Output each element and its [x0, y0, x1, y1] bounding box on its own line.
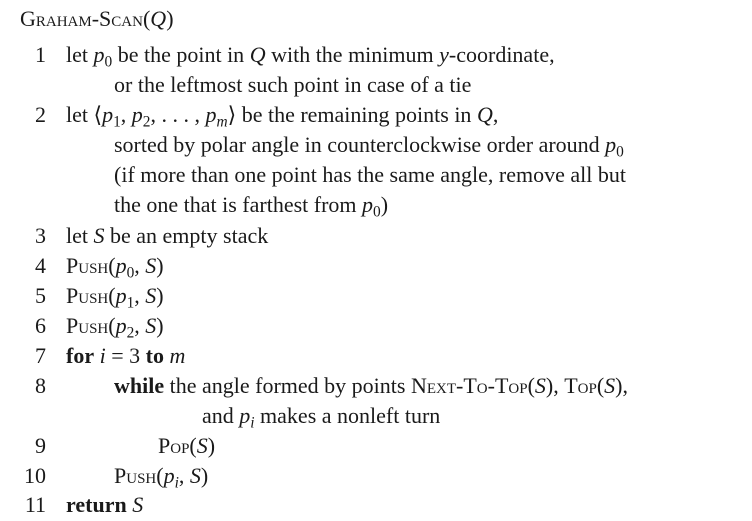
code-line-4 — [0, 251, 752, 281]
line-text: or the leftmost such point in case of a tie — [114, 72, 472, 97]
procedure-name: Graham-Scan — [20, 6, 143, 31]
line-text: $Push(p_1$, S) — [66, 283, 164, 312]
code-line-2 — [0, 100, 752, 130]
line-text: let $p_0$ be the point in Q with the minimum y-coordinate, — [66, 42, 555, 71]
line-number: 10 — [24, 463, 46, 488]
line-number: 5 — [35, 283, 46, 308]
line-number: 6 — [35, 313, 46, 338]
code-line-8-cont — [0, 401, 752, 431]
line-text: while the angle formed by points Next-To-Top(S), Top(S), — [114, 373, 628, 398]
line-number: 1 — [35, 42, 46, 67]
code-line-2-cont-a — [0, 130, 752, 160]
line-number: 9 — [35, 433, 46, 458]
line-number: 7 — [35, 343, 46, 368]
line-number: 3 — [35, 223, 46, 248]
line-text: sorted by polar angle in counterclockwise order around $p_0$ — [114, 132, 624, 161]
code-line-6 — [0, 311, 752, 341]
line-text: let $⟨p_1$, $p_2$, . . . , $p_m⟩$ be the remaining points in Q, — [66, 102, 499, 131]
line-number: 2 — [35, 102, 46, 127]
code-line-2-cont-c — [0, 190, 752, 220]
code-line-10 — [0, 461, 752, 491]
code-line-1-cont — [0, 70, 752, 100]
line-number: 8 — [35, 373, 46, 398]
line-text: $Push(p_i$, S) — [114, 463, 209, 492]
code-line-5 — [0, 281, 752, 311]
line-number: 4 — [35, 253, 46, 278]
procedure-title: Graham-Scan(Q) — [20, 6, 174, 31]
line-text: let S be an empty stack — [66, 223, 269, 248]
procedure-arg: Q — [150, 6, 167, 31]
line-text: $Push(p_2$, S) — [66, 313, 164, 342]
line-text: return S — [66, 492, 144, 517]
code-line-11 — [0, 490, 752, 520]
code-line-2-cont-b — [0, 160, 752, 190]
line-text: the one that is farthest from $p_0$) — [114, 192, 389, 221]
code-line-3 — [0, 221, 752, 251]
line-text: Pop(S) — [158, 433, 216, 458]
line-text: and $p_i$ makes a nonleft turn — [202, 403, 441, 432]
line-text: $Push(p_0$, S) — [66, 253, 164, 282]
code-line-9 — [0, 431, 752, 461]
code-line-8 — [0, 371, 752, 401]
line-text: (if more than one point has the same angle, remove all but — [114, 162, 626, 187]
code-line-7 — [0, 341, 752, 371]
line-number: 11 — [24, 492, 46, 517]
line-text: for i = 3 to m — [66, 343, 186, 368]
code-line-1 — [0, 40, 752, 70]
